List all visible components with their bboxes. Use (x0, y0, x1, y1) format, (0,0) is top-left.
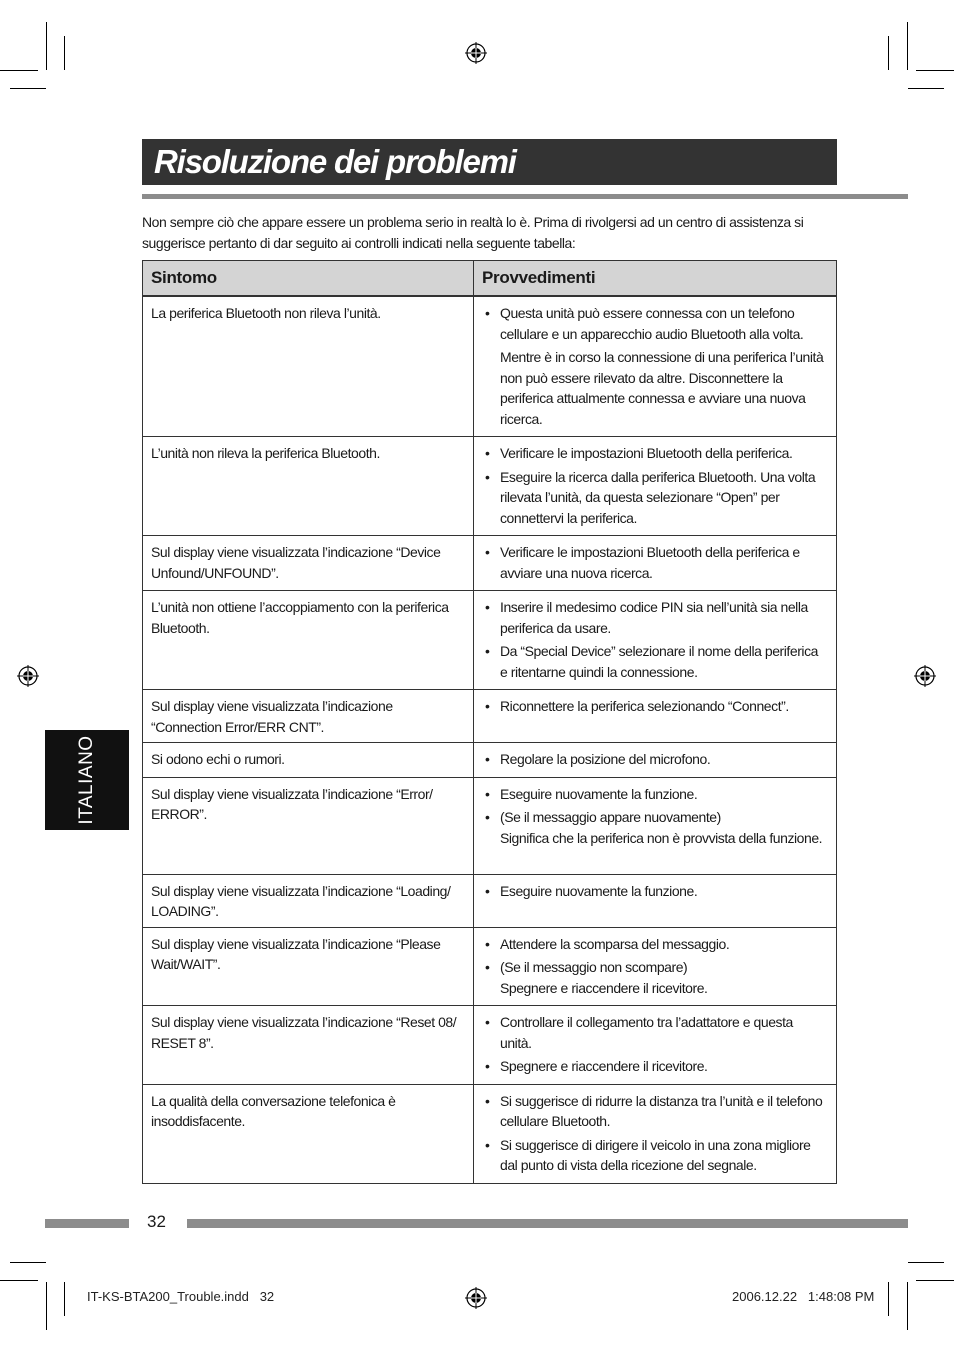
footer-file-name: IT-KS-BTA200_Trouble.indd 32 (87, 1289, 275, 1304)
remedy-item: • (Se il messaggio appare nuovamente) Significa che la periferica non è provvista della funzione. (483, 807, 826, 848)
table-row (143, 927, 837, 1006)
registration-mark-icon (17, 665, 39, 687)
symptom-cell: Sul display viene visualizzata l’indicazione “Reset 08/ RESET 8”. (143, 1006, 474, 1085)
footer-bar-right (187, 1219, 908, 1228)
remedy-cell (474, 591, 837, 690)
table-row (143, 874, 837, 927)
table-header-row (143, 261, 837, 297)
crop-mark (64, 1282, 65, 1316)
table-row (143, 777, 837, 874)
remedy-cell (474, 690, 837, 743)
table-row (143, 743, 837, 778)
remedy-item: • Eseguire nuovamente la funzione. (483, 881, 826, 902)
crop-mark (888, 1282, 889, 1316)
table-row (143, 1006, 837, 1085)
symptom-cell: Sul display viene visualizzata l’indicazione “Device Unfound/UNFOUND”. (143, 536, 474, 591)
registration-mark-icon (914, 665, 936, 687)
table-row (143, 1084, 837, 1183)
crop-mark (908, 1262, 944, 1263)
remedy-item: • Controllare il collegamento tra l’adattatore e questa unità. (483, 1012, 826, 1053)
remedy-item: • Si suggerisce di ridurre la distanza tra l’unità e il telefono cellulare Bluetooth. (483, 1091, 826, 1132)
registration-mark-icon (465, 1287, 487, 1309)
crop-mark (64, 36, 65, 70)
symptom-cell: Sul display viene visualizzata l’indicazione “Connection Error/ERR CNT”. (143, 690, 474, 743)
symptom-cell: Sul display viene visualizzata l’indicazione “Error/ ERROR”. (143, 777, 474, 874)
remedy-cell (474, 874, 837, 927)
crop-mark (10, 88, 46, 89)
symptom-cell: La periferica Bluetooth non rileva l’unità. (143, 296, 474, 437)
remedy-item: • Regolare la posizione del microfono. (483, 749, 826, 770)
header-symptom: Sintomo (143, 261, 474, 297)
language-tab-label: ITALIANO (76, 735, 97, 825)
remedy-cell (474, 743, 837, 778)
crop-mark (46, 1282, 47, 1330)
remedy-cell (474, 1084, 837, 1183)
remedy-item: • (Se il messaggio non scompare) Spegnere e riaccendere il ricevitore. (483, 957, 826, 998)
symptom-cell: L’unità non ottiene l’accoppiamento con la periferica Bluetooth. (143, 591, 474, 690)
table-row (143, 690, 837, 743)
remedy-item: • Questa unità può essere connessa con un telefono cellulare e un apparecchio audio Bluetooth alla volta. Mentre è in corso la connessione di una periferica l’unità non può essere rilevato da altre. Disconnettere la periferica attualmente connessa e avviare una nuova ricerca. (483, 303, 826, 429)
remedy-item: • Da “Special Device” selezionare il nome della periferica e ritentarne quindi la connessione. (483, 641, 826, 682)
symptom-cell: Si odono echi o rumori. (143, 743, 474, 778)
remedy-cell (474, 1006, 837, 1085)
title-bar (142, 139, 837, 185)
table-row (143, 437, 837, 536)
remedy-item: • Eseguire la ricerca dalla periferica Bluetooth. Una volta rilevata l’unità, da questa selezionare “Open” per connettervi la periferica. (483, 467, 826, 529)
remedy-subtext: Mentre è in corso la connessione di una periferica l’unità non può essere rilevato da altre. Disconnettere la periferica attualmente connessa e avviare una nuova ricerca. (500, 349, 824, 427)
remedy-item: • Inserire il medesimo codice PIN sia nell’unità sia nella periferica da usare. (483, 597, 826, 638)
table-row (143, 536, 837, 591)
remedy-item: • Spegnere e riaccendere il ricevitore. (483, 1056, 826, 1077)
remedy-item: • Attendere la scomparsa del messaggio. (483, 934, 826, 955)
language-tab (45, 730, 129, 830)
crop-mark (10, 1262, 46, 1263)
remedy-item: • Eseguire nuovamente la funzione. (483, 784, 826, 805)
symptom-cell: Sul display viene visualizzata l’indicazione “Loading/ LOADING”. (143, 874, 474, 927)
crop-mark (888, 36, 889, 70)
footer-timestamp: 2006.12.22 1:48:08 PM (732, 1289, 875, 1304)
remedy-item: • Verificare le impostazioni Bluetooth della periferica e avviare una nuova ricerca. (483, 542, 826, 583)
remedy-cell (474, 777, 837, 874)
remedy-cell (474, 437, 837, 536)
title-rule (142, 194, 908, 199)
crop-mark (916, 1280, 954, 1281)
table-row (143, 591, 837, 690)
table-row (143, 296, 837, 437)
remedy-item: • Riconnettere la periferica selezionando “Connect”. (483, 696, 826, 717)
remedy-subtext: Spegnere e riaccendere il ricevitore. (500, 979, 708, 996)
remedy-cell (474, 536, 837, 591)
troubleshooting-table (142, 260, 837, 1184)
crop-mark (0, 70, 38, 71)
crop-mark (46, 22, 47, 70)
remedy-item: • Verificare le impostazioni Bluetooth della periferica. (483, 443, 826, 464)
remedy-cell (474, 296, 837, 437)
intro-text: Non sempre ciò che appare essere un problema serio in realtà lo è. Prima di rivolgersi ad un centro di assistenza si suggerisce pertanto di dar seguito ai controlli indicati nella seguente tabella: (142, 214, 804, 251)
symptom-cell: L’unità non rileva la periferica Bluetooth. (143, 437, 474, 536)
crop-mark (908, 88, 944, 89)
page-number: 32 (147, 1212, 166, 1231)
crop-mark (0, 1280, 38, 1281)
symptom-cell: Sul display viene visualizzata l’indicazione “Please Wait/WAIT”. (143, 927, 474, 1006)
page-title: Risoluzione dei problemi (154, 143, 516, 180)
remedy-cell (474, 927, 837, 1006)
symptom-cell: La qualità della conversazione telefonica è insoddisfacente. (143, 1084, 474, 1183)
crop-mark (907, 1282, 908, 1330)
crop-mark (916, 70, 954, 71)
remedy-item: • Si suggerisce di dirigere il veicolo in una zona migliore dal punto di vista della ricezione del segnale. (483, 1135, 826, 1176)
header-remedy: Provvedimenti (474, 261, 837, 297)
registration-mark-icon (465, 42, 487, 64)
remedy-subtext: Significa che la periferica non è provvista della funzione. (500, 829, 823, 846)
crop-mark (907, 22, 908, 70)
footer-bar-left (45, 1219, 129, 1228)
